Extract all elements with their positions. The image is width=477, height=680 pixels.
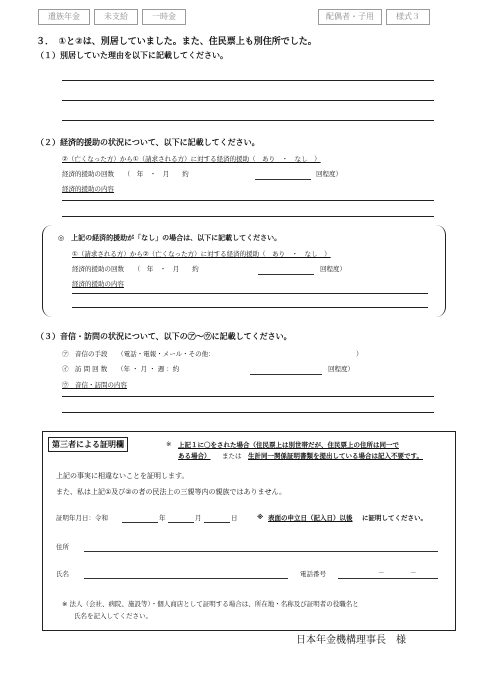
cert-month-field[interactable] (168, 522, 194, 523)
q2-count-field[interactable] (255, 179, 311, 180)
cert-day-label: 日 (231, 514, 238, 522)
box-support-line: ①（請求される方）から②（亡くなった方）に対する経済的援助（ あり ・ なし ） (72, 250, 331, 258)
cert-phone-field[interactable] (338, 578, 438, 579)
cert-year-label: 年 (159, 514, 166, 522)
cert-day-field[interactable] (204, 522, 230, 523)
q3-content-line-2[interactable] (62, 412, 434, 413)
addressee: 日本年金機構理事長 様 (296, 635, 406, 646)
box-count-label: 経済的援助の回数 （ 年 ・ 月 約 (72, 265, 199, 273)
cert-note-line-1: 上記１に〇をされた場合（住民票上は別世帯だが、住民票上の住所は同一で (178, 441, 399, 449)
q2-title: （２）経済的援助の状況について、以下に記載してください。 (36, 138, 260, 147)
cert-note-line-2c: 生計同一関係証明書類を提出している場合は記入不要です。 (248, 452, 423, 460)
cert-address-label: 住所 (56, 543, 69, 551)
q3-a-close: ） (356, 350, 363, 358)
box-content-label: 経済的援助の内容 (72, 280, 124, 288)
tag-lump-sum: 一時金 (142, 9, 186, 25)
cert-note-line-2b: または (222, 452, 242, 460)
cert-address-field[interactable] (84, 551, 438, 552)
cert-date-note-mark: ※ (257, 513, 264, 521)
q2-content-label: 経済的援助の内容 (62, 185, 114, 193)
box-count-suffix: 回程度） (320, 265, 346, 273)
q3-title: （３）音信・訪問の状況について、以下の㋐～㋒に記載してください。 (36, 332, 292, 341)
q3-b-label: ㋑ 訪 問 回 数 （年 ・ 月 ・ 週 ：約 (62, 365, 180, 373)
box-title: ◎ 上記の経済的援助が「なし」の場合は、以下に記載してください。 (58, 234, 282, 242)
q1-write-line-3[interactable] (62, 120, 434, 121)
cert-body-line-2: また、私は上記①及び②の者の民法上の三親等内の親族ではありません。 (56, 488, 286, 496)
cert-phone-dash-2: － (410, 569, 417, 577)
cert-name-label: 氏名 (56, 570, 69, 578)
tag-unpaid: 未支給 (94, 9, 138, 25)
cert-year-field[interactable] (122, 522, 158, 523)
cert-footnote-line-2: 氏名を記入してください。 (74, 612, 152, 620)
tag-survivor-pension: 遺族年金 (38, 9, 90, 25)
cert-date-note-rest: に証明してください。 (362, 514, 427, 522)
box-count-field[interactable] (258, 274, 314, 275)
q3-b-count-field[interactable] (250, 374, 322, 375)
q2-support-line: ②（亡くなった方）から①（請求される方）に対する経済的援助（ あり ・ なし ） (62, 155, 321, 163)
cert-date-label: 証明年月日：令和 (56, 514, 108, 522)
q3-content-line-1[interactable] (62, 396, 434, 397)
q3-a-label: ㋐ 音信の手段 （電話・電報・メール・その他： (62, 350, 215, 358)
section-heading: ３． ①と②は、別居していました。また、住民票上も別住所でした。 (36, 37, 317, 47)
q3-b-suffix: 回程度） (328, 365, 354, 373)
cert-month-label: 月 (195, 514, 202, 522)
q2-count-label: 経済的援助の回数 （ 年 ・ 月 約 (62, 170, 189, 178)
q3-c-label: ㋒ 音信・訪問の内容 (62, 381, 127, 389)
tag-form-3: 様式３ (386, 9, 430, 25)
q2-count-suffix: 回程度） (316, 170, 342, 178)
tag-spouse-child: 配偶者・子用 (318, 9, 382, 25)
q2-content-line-1[interactable] (62, 200, 434, 201)
q1-title: （１）別居していた理由を以下に記載してください。 (36, 51, 228, 60)
box-content-line-2[interactable] (72, 307, 428, 308)
cert-note-mark: ※ (166, 440, 172, 448)
cert-phone-dash-1: － (378, 569, 385, 577)
cert-date-note-emph: 表面の申立日（記入日）以後 (268, 514, 353, 522)
q1-write-line-1[interactable] (62, 80, 434, 81)
cert-phone-label: 電話番号 (300, 570, 326, 578)
cert-label: 第三者による証明欄 (48, 437, 128, 452)
cert-footnote-line-1: ※ 法人（会社、病院、施設等）・個人商店として証明する場合は、所在地・名称及び証明者の役職名と (62, 600, 359, 608)
box-content-line-1[interactable] (72, 293, 428, 294)
cert-name-field[interactable] (84, 578, 288, 579)
q1-write-line-2[interactable] (62, 100, 434, 101)
cert-body-line-1: 上記の事実に相違ないことを証明します。 (56, 472, 189, 480)
q2-content-line-2[interactable] (62, 216, 434, 217)
cert-note-line-2a: ある場合） (178, 452, 211, 460)
